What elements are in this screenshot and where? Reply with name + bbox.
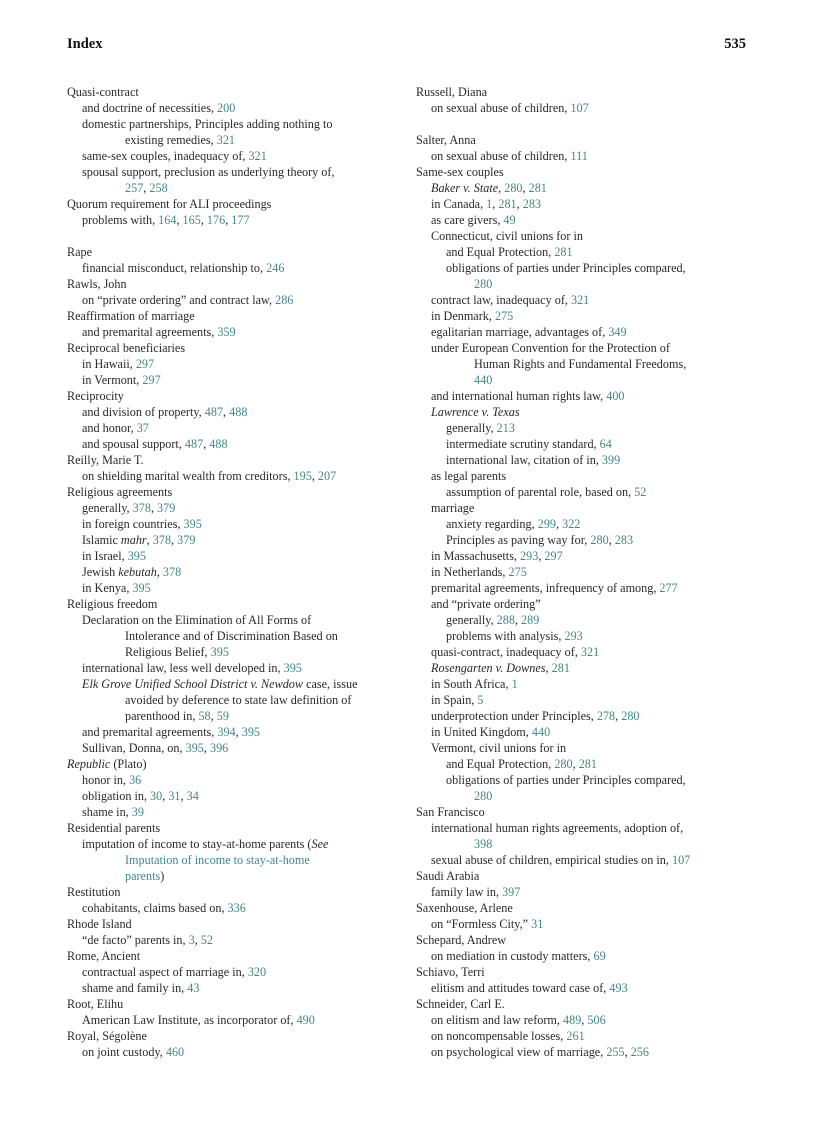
page-reference-link[interactable]: 43 [187,981,200,995]
index-subentry: in Kenya, 395 [82,581,151,595]
index-heading: Rome, Ancient [67,949,141,963]
index-subentry: contractual aspect of marriage in, 320 [82,965,267,979]
page-reference-link[interactable]: 395 [183,517,202,531]
page-reference-link[interactable]: 378 [132,501,151,515]
page-reference-link[interactable]: 275 [494,309,514,323]
page-reference-link[interactable]: 281 [554,245,573,259]
page-reference-link[interactable]: 297 [142,373,161,387]
page-reference-link[interactable]: 487 [204,405,224,419]
page-reference-link[interactable]: 400 [606,389,625,403]
page-reference-link[interactable]: 440 [474,373,493,387]
index-subentry: Jewish kebutah, 378 [82,565,182,579]
index-subentry: in Israel, 395 [82,549,146,563]
index-continuation [416,788,751,804]
index-subentry: and premarital agreements, 394, 395 [82,725,261,739]
page-reference-link[interactable]: 257 [125,181,144,195]
index-subentry: and international human rights law, 400 [431,389,625,403]
page-reference-link[interactable]: 320 [247,965,267,979]
page-reference-link[interactable]: 321 [216,133,236,147]
index-heading: Religious agreements [67,485,173,499]
page-reference-link[interactable]: 69 [593,949,606,963]
page-reference-link[interactable]: 396 [209,741,229,755]
index-subentry: Principles as paving way for, 280, 283 [446,533,634,547]
index-subentry: generally, 288, 289 [446,613,540,627]
page-reference-link[interactable]: 256 [630,1045,649,1059]
index-heading: Republic (Plato) [67,757,147,771]
index-subentry: and premarital agreements, 359 [82,325,236,339]
page-reference-link[interactable]: 280 [504,181,523,195]
index-subentry: on “Formless City,” 31 [431,917,544,931]
page-reference-link[interactable]: 37 [136,421,149,435]
index-subentry: on mediation in custody matters, 69 [431,949,606,963]
page-reference-link[interactable]: 36 [129,773,142,787]
index-heading: Royal, Ségolène [67,1029,147,1043]
page-reference-link[interactable]: 34 [186,789,199,803]
page-reference-link[interactable]: 460 [165,1045,185,1059]
index-heading: Quorum requirement for ALI proceedings [67,197,272,211]
page-reference-link[interactable]: 258 [149,181,168,195]
index-subentry: imputation of income to stay-at-home parents (See [82,837,329,851]
page-reference-link[interactable]: 1 [486,197,493,211]
page-reference-link[interactable]: 52 [634,485,647,499]
page-reference-link[interactable]: 490 [296,1013,315,1027]
index-heading: San Francisco [416,805,485,819]
page-reference-link[interactable]: 207 [317,469,337,483]
entry-gap [416,116,751,132]
index-heading: Root, Elihu [67,997,124,1011]
page-reference-link[interactable]: 395 [132,581,151,595]
page-reference-link[interactable]: 213 [496,421,515,435]
index-subentry: and Equal Protection, 281 [446,245,573,259]
page-reference-link[interactable]: 280 [474,789,493,803]
index-subentry: Connecticut, civil unions for in [431,229,583,243]
index-subentry: Declaration on the Elimination of All Forms of [82,613,312,627]
page-reference-link[interactable]: 359 [217,325,236,339]
index-heading: Reciprocal beneficiaries [67,341,186,355]
page-reference-link[interactable]: 31 [168,789,181,803]
index-subentry: generally, 213 [446,421,515,435]
index-subentry: as legal parents [431,469,507,483]
index-subentry: Vermont, civil unions for in [431,741,567,755]
index-subentry: and division of property, 487, 488 [82,405,248,419]
page-reference-link[interactable]: 349 [608,325,627,339]
index-subentry: domestic partnerships, Principles adding nothing to [82,117,333,131]
page-reference-link[interactable]: 200 [217,101,236,115]
page-number: 535 [724,36,746,52]
page-reference-link[interactable]: 281 [578,757,597,771]
index-continuation [416,836,751,852]
page-reference-link[interactable]: 321 [570,293,590,307]
page-reference-link[interactable]: 1 [511,677,518,691]
index-subentry: and doctrine of necessities, 200 [82,101,236,115]
index-subentry [416,404,751,420]
page-reference-link[interactable]: 255 [606,1045,625,1059]
index-subentry: in South Africa, 1 [431,677,518,691]
page-reference-link[interactable]: 395 [127,549,146,563]
page-reference-link[interactable]: 321 [580,645,600,659]
page-reference-link[interactable]: 280 [474,277,493,291]
page-reference-link[interactable]: 394 [217,725,236,739]
page-reference-link[interactable]: 164 [158,213,177,227]
index-heading: Quasi-contract [67,85,139,99]
index-continuation [416,372,751,388]
page-reference-link[interactable]: 379 [157,501,176,515]
index-subentry: honor in, 36 [82,773,142,787]
page-reference-link[interactable]: 488 [209,437,228,451]
page-reference-link[interactable]: 261 [566,1029,585,1043]
index-heading: Rape [67,245,93,259]
cross-reference-link[interactable]: Imputation of income to stay-at-home [125,853,310,867]
index-subentry: same-sex couples, inadequacy of, 321 [82,149,267,163]
index-subentry: shame in, 39 [82,805,144,819]
index-subentry: underprotection under Principles, 278, 280 [431,709,640,723]
page-reference-link[interactable]: 111 [570,149,588,163]
page-reference-link[interactable]: 293 [564,629,583,643]
page-reference-link[interactable]: 395 [241,725,261,739]
index-subentry: contract law, inadequacy of, 321 [431,293,590,307]
page-reference-link[interactable]: 395 [185,741,204,755]
index-subentry: obligations of parties under Principles compared, [446,261,686,275]
page-reference-link[interactable]: 278 [596,709,616,723]
index-subentry: international human rights agreements, adoption of, [431,821,684,835]
index-subentry: in Hawaii, 297 [82,357,155,371]
page-reference-link[interactable]: 506 [587,1013,606,1027]
page-reference-link[interactable]: 31 [531,917,544,931]
index-continuation [416,276,751,292]
page-reference-link[interactable]: 5 [477,693,484,707]
page-reference-link[interactable]: 281 [528,181,547,195]
index-heading: Restitution [67,885,121,899]
index-subentry: Sullivan, Donna, on, 395, 396 [82,741,229,755]
index-subentry: egalitarian marriage, advantages of, 349 [431,325,627,339]
entry-gap [67,228,402,244]
page-reference-link[interactable]: 440 [531,725,551,739]
index-subentry: shame and family in, 43 [82,981,200,995]
page-reference-link[interactable]: 30 [150,789,163,803]
index-continuation: Intolerance and of Discrimination Based on [125,629,338,643]
index-continuation: avoided by deference to state law definition of [125,693,352,707]
index-continuation [67,852,402,868]
page-reference-link[interactable]: 293 [520,549,539,563]
index-heading: Same-sex couples [416,165,504,179]
page-reference-link[interactable]: 165 [182,213,201,227]
index-subentry: assumption of parental role, based on, 52 [446,485,647,499]
page-reference-link[interactable]: 281 [551,661,570,675]
index-heading: Schneider, Carl E. [416,997,505,1011]
index-subentry: in Netherlands, 275 [431,565,527,579]
page-reference-link[interactable]: 321 [248,149,267,163]
index-subentry: and Equal Protection, 280, 281 [446,757,597,771]
page-reference-link[interactable]: 39 [131,805,144,819]
index-subentry: in Spain, 5 [431,693,484,707]
page-reference-link[interactable]: 107 [671,853,691,867]
page-reference-link[interactable]: 489 [563,1013,582,1027]
page-reference-link[interactable]: 3 [188,933,195,947]
page-reference-link[interactable]: 395 [283,661,302,675]
index-subentry: and spousal support, 487, 488 [82,437,228,451]
index-heading: Salter, Anna [416,133,476,147]
index-subentry: intermediate scrutiny standard, 64 [446,437,612,451]
index-subentry: on joint custody, 460 [82,1045,185,1059]
page-reference-link[interactable]: 395 [210,645,229,659]
page-reference-link[interactable]: 281 [498,197,517,211]
index-heading: Saxenhouse, Arlene [416,901,513,915]
index-heading: Reciprocity [67,389,124,403]
index-subentry: in Canada, 1, 281, 283 [431,197,542,211]
page-reference-link[interactable]: 283 [522,197,542,211]
page-reference-link[interactable]: 280 [554,757,573,771]
page-reference-link[interactable]: 58 [198,709,211,723]
index-continuation: parents) [125,869,165,883]
index-subentry: problems with, 164, 165, 176, 177 [82,213,250,227]
index-subentry: problems with analysis, 293 [446,629,583,643]
index-heading: Residential parents [67,821,161,835]
index-subentry: on “private ordering” and contract law, 286 [82,293,294,307]
index-subentry: Elk Grove Unified School District v. Newdow case, issue [82,677,358,691]
index-subentry: marriage [431,501,475,515]
index-column-right [416,84,751,1060]
index-heading: Reaffirmation of marriage [67,309,195,323]
page-reference-link[interactable]: 52 [200,933,213,947]
index-subentry: in Vermont, 297 [82,373,161,387]
page-reference-link[interactable]: 64 [599,437,612,451]
page-reference-link[interactable]: 195 [293,469,312,483]
index-column-left [67,84,402,1060]
page-reference-link[interactable]: 289 [521,613,540,627]
index-subentry: international law, citation of in, 399 [446,453,621,467]
italic-term: Republic [67,757,111,771]
page-reference-link[interactable]: 297 [135,357,155,371]
page-reference-link[interactable]: 297 [544,549,563,563]
index-heading: Saudi Arabia [416,869,480,883]
index-subentry: spousal support, preclusion as underlying theory of, [82,165,335,179]
index-subentry: in Denmark, 275 [431,309,514,323]
running-header [67,36,746,56]
italic-term: Lawrence v. Texas [431,405,520,419]
page-reference-link[interactable]: 336 [227,901,246,915]
index-subentry: generally, 378, 379 [82,501,176,515]
index-subentry: as care givers, 49 [431,213,516,227]
page-reference-link[interactable]: 379 [177,533,196,547]
index-subentry: quasi-contract, inadequacy of, 321 [431,645,600,659]
italic-term: kebutah [118,565,157,579]
index-subentry: obligation in, 30, 31, 34 [82,789,199,803]
index-heading: Religious freedom [67,597,158,611]
index-heading: Russell, Diana [416,85,488,99]
page-reference-link[interactable]: 398 [474,837,493,851]
page-title: Index [67,36,103,52]
index-subentry: on shielding marital wealth from creditors, 195, 207 [82,469,337,483]
page-reference-link[interactable]: 277 [659,581,678,595]
page-reference-link[interactable]: 283 [614,533,634,547]
page-reference-link[interactable]: 280 [590,533,609,547]
cross-reference-link[interactable]: parents [125,869,161,883]
index-subentry: on sexual abuse of children, 111 [431,149,588,163]
page-reference-link[interactable]: 378 [152,533,172,547]
italic-term: Baker v. State [431,181,499,195]
index-subentry: international law, less well developed in, 395 [82,661,302,675]
index-subentry: obligations of parties under Principles compared, [446,773,686,787]
index-subentry: Rosengarten v. Downes, 281 [431,661,570,675]
index-subentry: sexual abuse of children, empirical studies on in, 107 [431,853,691,867]
page-reference-link[interactable]: 176 [206,213,226,227]
page-reference-link[interactable]: 487 [184,437,204,451]
page-reference-link[interactable]: 275 [508,565,527,579]
index-continuation: existing remedies, 321 [125,133,236,147]
page-reference-link[interactable]: 59 [216,709,229,723]
page-reference-link[interactable]: 280 [621,709,640,723]
index-subentry: family law in, 397 [431,885,521,899]
index-continuation: parenthood in, 58, 59 [125,709,229,723]
page-reference-link[interactable]: 399 [601,453,621,467]
page-reference-link[interactable]: 288 [496,613,515,627]
index-subentry: elitism and attitudes toward case of, 493 [431,981,628,995]
index-subentry: on sexual abuse of children, 107 [431,101,589,115]
page-reference-link[interactable]: 488 [229,405,248,419]
index-subentry: and “private ordering” [431,597,541,611]
index-continuation: 257, 258 [125,181,168,195]
page-reference-link[interactable]: 322 [562,517,581,531]
page-reference-link[interactable]: 493 [609,981,628,995]
index-subentry: cohabitants, claims based on, 336 [82,901,246,915]
index-subentry: on elitism and law reform, 489, 506 [431,1013,606,1027]
index-heading: Reilly, Marie T. [67,453,144,467]
index-heading: Rhode Island [67,917,132,931]
page-reference-link[interactable]: 299 [537,517,556,531]
index-heading: Schiavo, Terri [416,965,485,979]
index-subentry: in United Kingdom, 440 [431,725,551,739]
index-subentry: “de facto” parents in, 3, 52 [82,933,213,947]
index-subentry: under European Convention for the Protection of [431,341,670,355]
page-reference-link[interactable]: 107 [570,101,589,115]
index-subentry: Islamic mahr, 378, 379 [82,533,196,547]
index-subentry: on psychological view of marriage, 255, 256 [431,1045,649,1059]
index-subentry: in foreign countries, 395 [82,517,202,531]
index-subentry: financial misconduct, relationship to, 246 [82,261,285,275]
index-subentry: American Law Institute, as incorporator of, 490 [82,1013,315,1027]
index-subentry: in Massachusetts, 293, 297 [431,549,563,563]
italic-term: mahr [120,533,147,547]
index-continuation: Religious Belief, 395 [125,645,229,659]
page-reference-link[interactable]: 177 [231,213,250,227]
index-subentry: anxiety regarding, 299, 322 [446,517,581,531]
page-reference-link[interactable]: 49 [503,213,516,227]
index-heading: Rawls, John [67,277,127,291]
italic-term: Rosengarten v. Downes [431,661,546,675]
italic-term: See [311,837,329,851]
italic-term: Elk Grove Unified School District v. Newdow [82,677,304,691]
page-reference-link[interactable]: 378 [162,565,182,579]
page-reference-link[interactable]: 286 [275,293,294,307]
page-reference-link[interactable]: 397 [502,885,521,899]
index-continuation: Human Rights and Fundamental Freedoms, [474,357,687,371]
index-heading: Schepard, Andrew [416,933,507,947]
index-subentry: premarital agreements, infrequency of among, 277 [431,581,678,595]
index-subentry: Baker v. State, 280, 281 [431,181,547,195]
page-reference-link[interactable]: 246 [266,261,285,275]
index-subentry: on noncompensable losses, 261 [431,1029,585,1043]
index-subentry: and honor, 37 [82,421,149,435]
